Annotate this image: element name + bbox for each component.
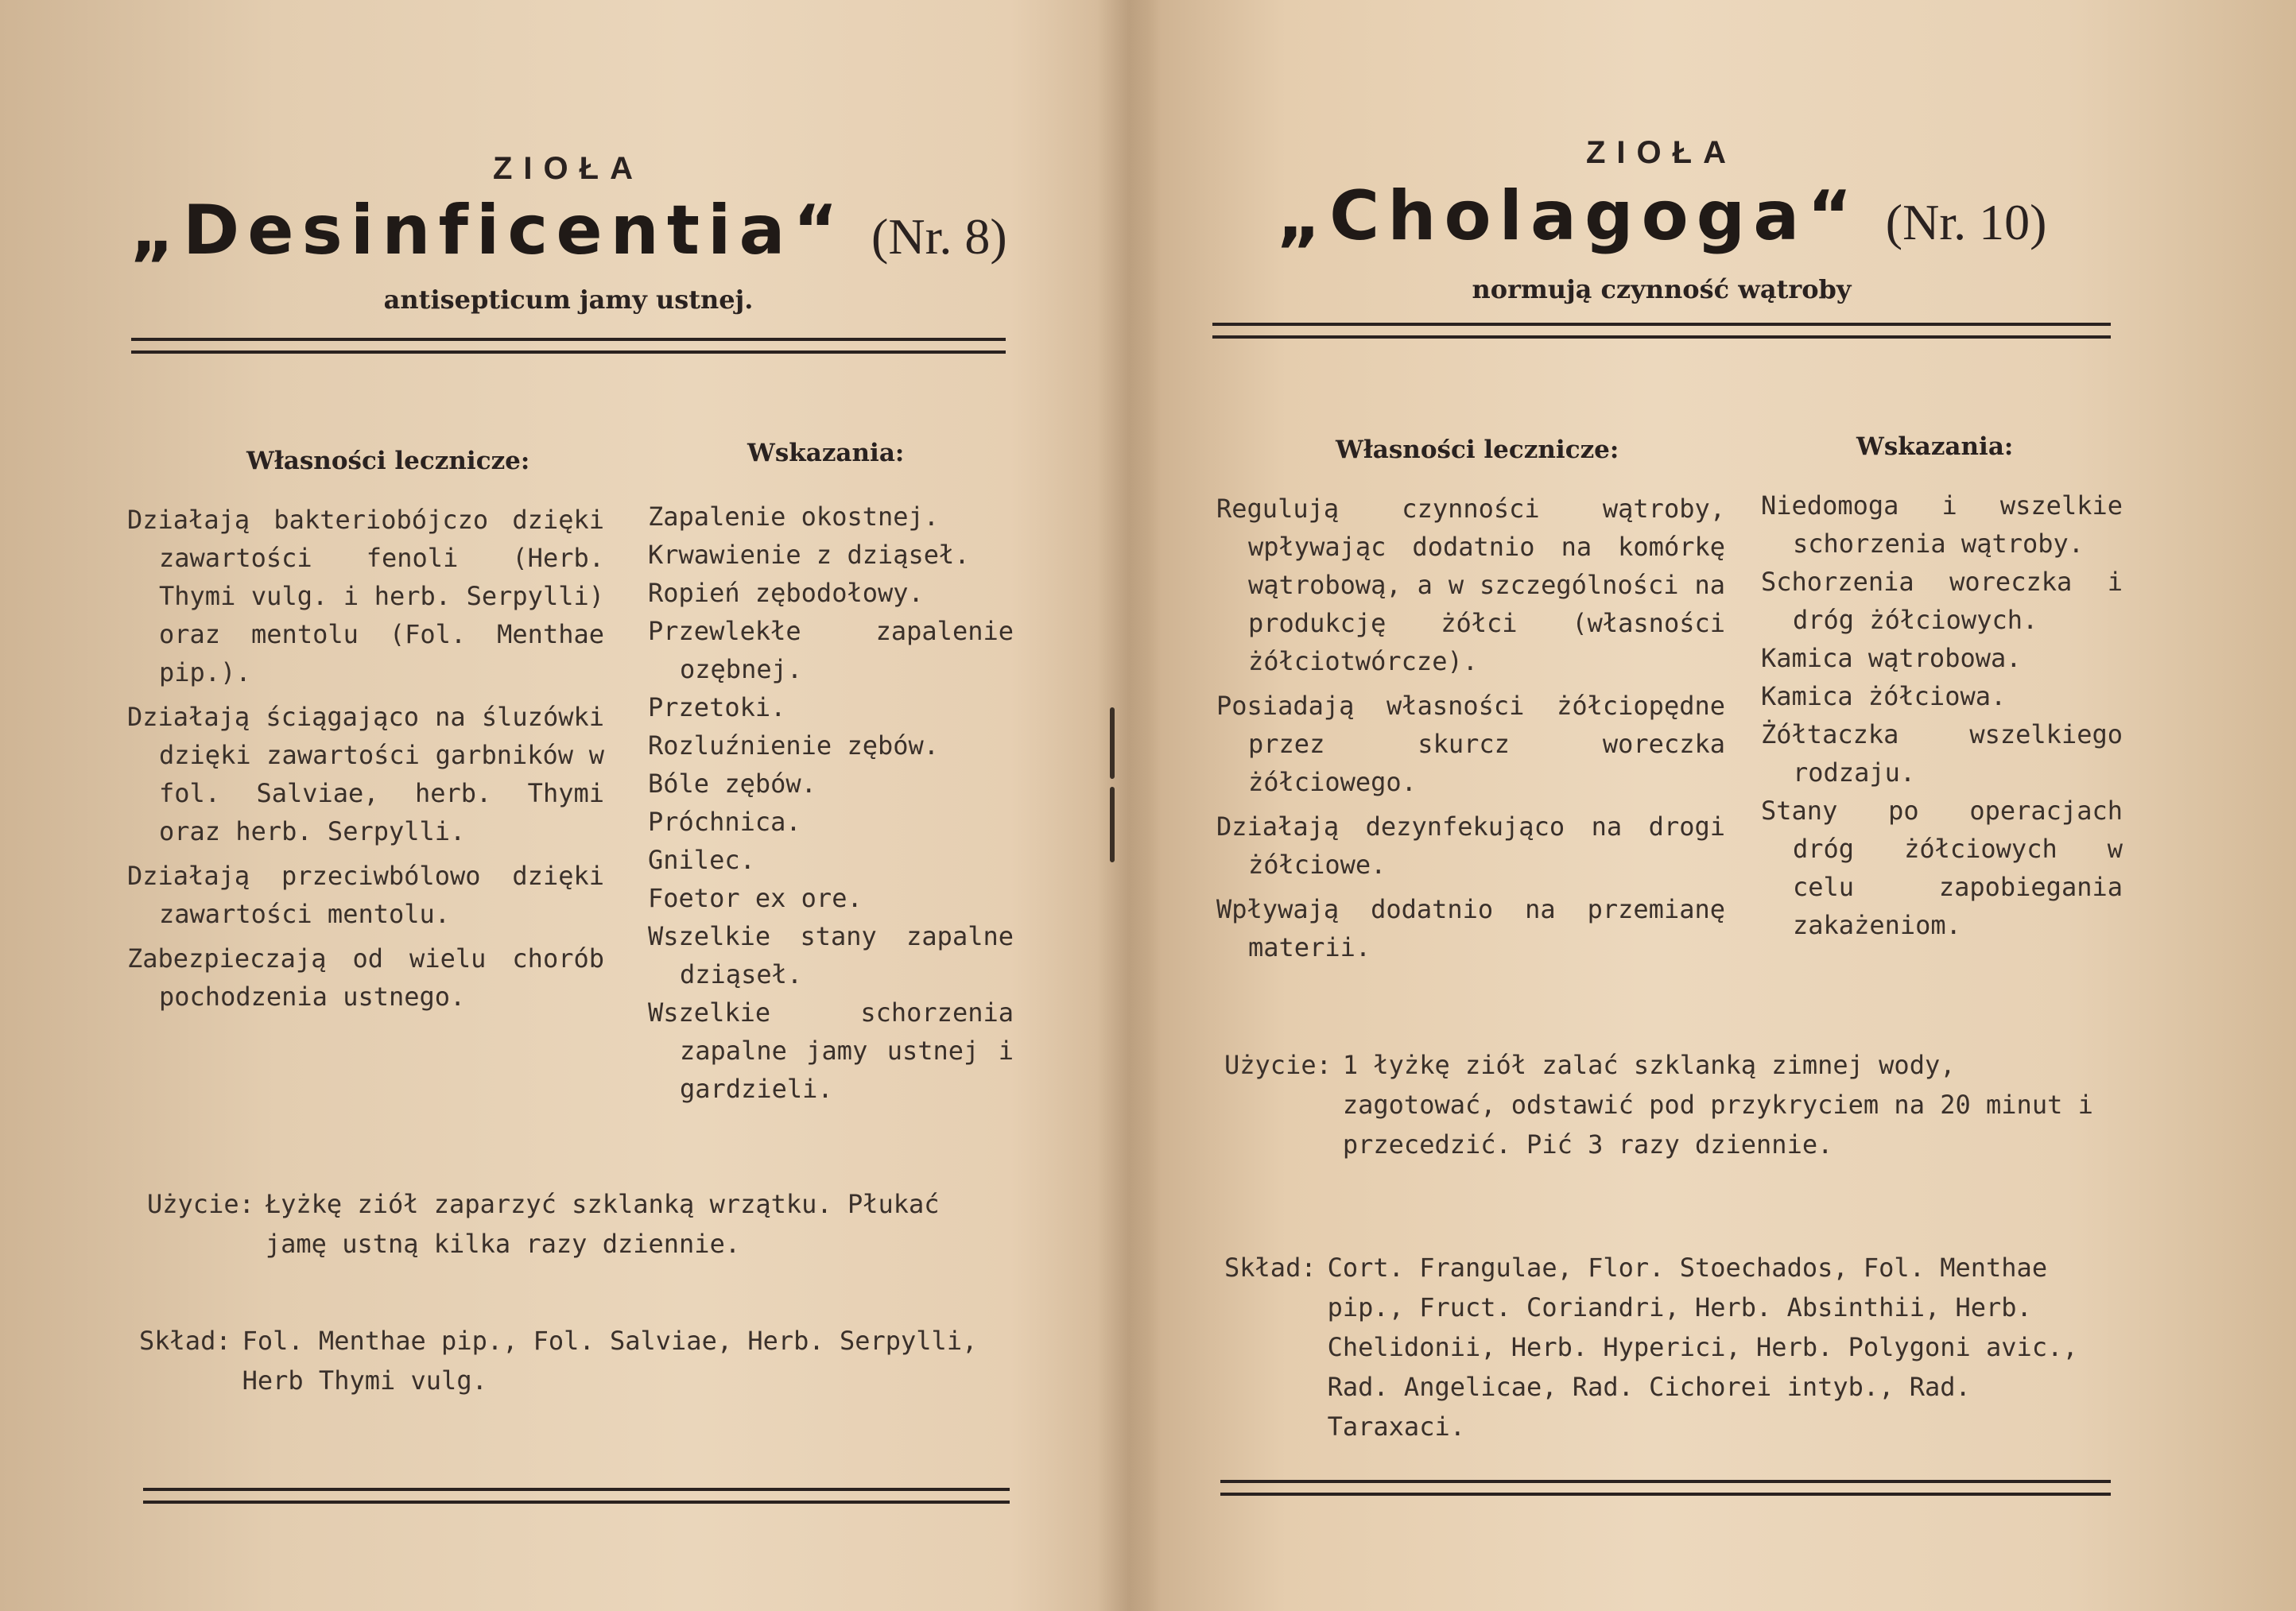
composition-section xyxy=(1224,1248,2119,1446)
list-item: Foetor ex ore. xyxy=(648,883,863,913)
indications-list xyxy=(1761,486,2123,944)
list-item: Przewlekłe zapalenie ozębnej. xyxy=(648,616,1014,684)
list-item: Krwawienie z dziąseł. xyxy=(648,540,970,570)
list-item: Posiadają własności żółciopędne przez skurcz woreczka żółciowego. xyxy=(1216,691,1725,797)
composition-label: Skład: xyxy=(139,1326,231,1356)
header-rule xyxy=(131,338,1006,354)
composition-text: Cort. Frangulae, Flor. Stoechados, Fol. Menthae pip., Fruct. Coriandri, Herb. Absinthii, Herb. Chelidonii, Herb. Hyperici, Herb. Polygoni avic., Rad. Angelicae, Rad. Cichorei intyb., Rad. Taraxaci. xyxy=(1327,1253,2078,1442)
usage-section xyxy=(1224,1045,2119,1164)
usage-section xyxy=(147,1184,1010,1264)
usage-label: Użycie: xyxy=(1224,1050,1332,1080)
list-item: Próchnica. xyxy=(648,807,801,837)
list-item: Zapalenie okostnej. xyxy=(648,502,940,532)
product-subtitle: antisepticum jamy ustnej. xyxy=(383,285,754,315)
usage-label: Użycie: xyxy=(147,1189,254,1219)
properties-heading: Własności lecznicze: xyxy=(1336,436,1619,464)
properties-list xyxy=(1216,490,1725,973)
right-page xyxy=(1200,0,2123,1611)
staple-top xyxy=(1110,707,1115,779)
properties-heading: Własności lecznicze: xyxy=(246,447,530,475)
indications-heading: Wskazania: xyxy=(1856,432,2014,461)
product-number: (Nr. 8) xyxy=(871,208,1007,265)
list-item: Wszelkie stany zapalne dziąseł. xyxy=(648,921,1014,989)
list-item: Schorzenia woreczka i dróg żółciowych. xyxy=(1761,567,2123,635)
usage-text: Łyżkę ziół zaparzyć szklanką wrzątku. Płukać jamę ustną kilka razy dziennie. xyxy=(265,1189,940,1259)
list-item: Ropień zębodołowy. xyxy=(648,578,924,608)
list-item: Regulują czynności wątroby, wpływając dodatnio na komórkę wątrobową, a w szczególności na produkcję żółci (własności żółciotwórcze). xyxy=(1216,494,1725,676)
composition-section xyxy=(139,1321,1010,1400)
title-row xyxy=(1200,176,2123,256)
footer-rule xyxy=(143,1488,1010,1504)
list-item: Wpływają dodatnio na przemianę materii. xyxy=(1216,894,1725,962)
list-item: Stany po operacjach dróg żółciowych w celu zapobiegania zakażeniom. xyxy=(1761,796,2123,940)
list-item: Kamica żółciowa. xyxy=(1761,681,2007,711)
left-page xyxy=(119,0,1018,1611)
list-item: Wszelkie schorzenia zapalne jamy ustnej i gardzieli. xyxy=(648,997,1014,1104)
product-subtitle: normują czynność wątroby xyxy=(1472,274,1852,304)
page-label: ZIOŁA xyxy=(493,151,644,186)
list-item: Działają ściągająco na śluzówki dzięki zawartości garbników w fol. Salviae, herb. Thymi oraz herb. Serpylli. xyxy=(127,702,604,846)
composition-text: Fol. Menthae pip., Fol. Salviae, Herb. Serpylli, Herb Thymi vulg. xyxy=(242,1326,978,1396)
list-item: Żółtaczka wszelkiego rodzaju. xyxy=(1761,719,2123,788)
composition-label: Skład: xyxy=(1224,1253,1317,1283)
product-title: „Cholagoga“ xyxy=(1276,176,1860,256)
header-rule xyxy=(1212,323,2111,339)
list-item: Niedomoga i wszelkie schorzenia wątroby. xyxy=(1761,490,2123,559)
list-item: Działają przeciwbólowo dzięki zawartości mentolu. xyxy=(127,861,604,929)
footer-rule xyxy=(1220,1480,2111,1496)
list-item: Działają dezynfekująco na drogi żółciowe. xyxy=(1216,811,1725,880)
product-title: „Desinficentia“ xyxy=(130,191,847,270)
list-item: Rozluźnienie zębów. xyxy=(648,730,940,761)
indications-list xyxy=(648,498,1014,1108)
staple-bottom xyxy=(1110,787,1115,862)
indications-heading: Wskazania: xyxy=(747,439,905,467)
list-item: Działają bakteriobójczo dzięki zawartości fenoli (Herb. Thymi vulg. i herb. Serpylli) oraz mentolu (Fol. Menthae pip.). xyxy=(127,505,604,687)
product-number: (Nr. 10) xyxy=(1885,194,2047,250)
usage-text: 1 łyżkę ziół zalać szklanką zimnej wody, zagotować, odstawić pod przykryciem na 20 minut i przecedzić. Pić 3 razy dziennie. xyxy=(1342,1050,2093,1160)
booklet-gutter xyxy=(1097,0,1161,1611)
title-row xyxy=(119,191,1018,270)
list-item: Kamica wątrobowa. xyxy=(1761,643,2022,673)
properties-list xyxy=(127,501,604,1022)
list-item: Zabezpieczają od wielu chorób pochodzenia ustnego. xyxy=(127,943,604,1012)
list-item: Gnilec. xyxy=(648,845,755,875)
page-label: ZIOŁA xyxy=(1586,135,1737,170)
list-item: Bóle zębów. xyxy=(648,769,816,799)
list-item: Przetoki. xyxy=(648,692,786,722)
